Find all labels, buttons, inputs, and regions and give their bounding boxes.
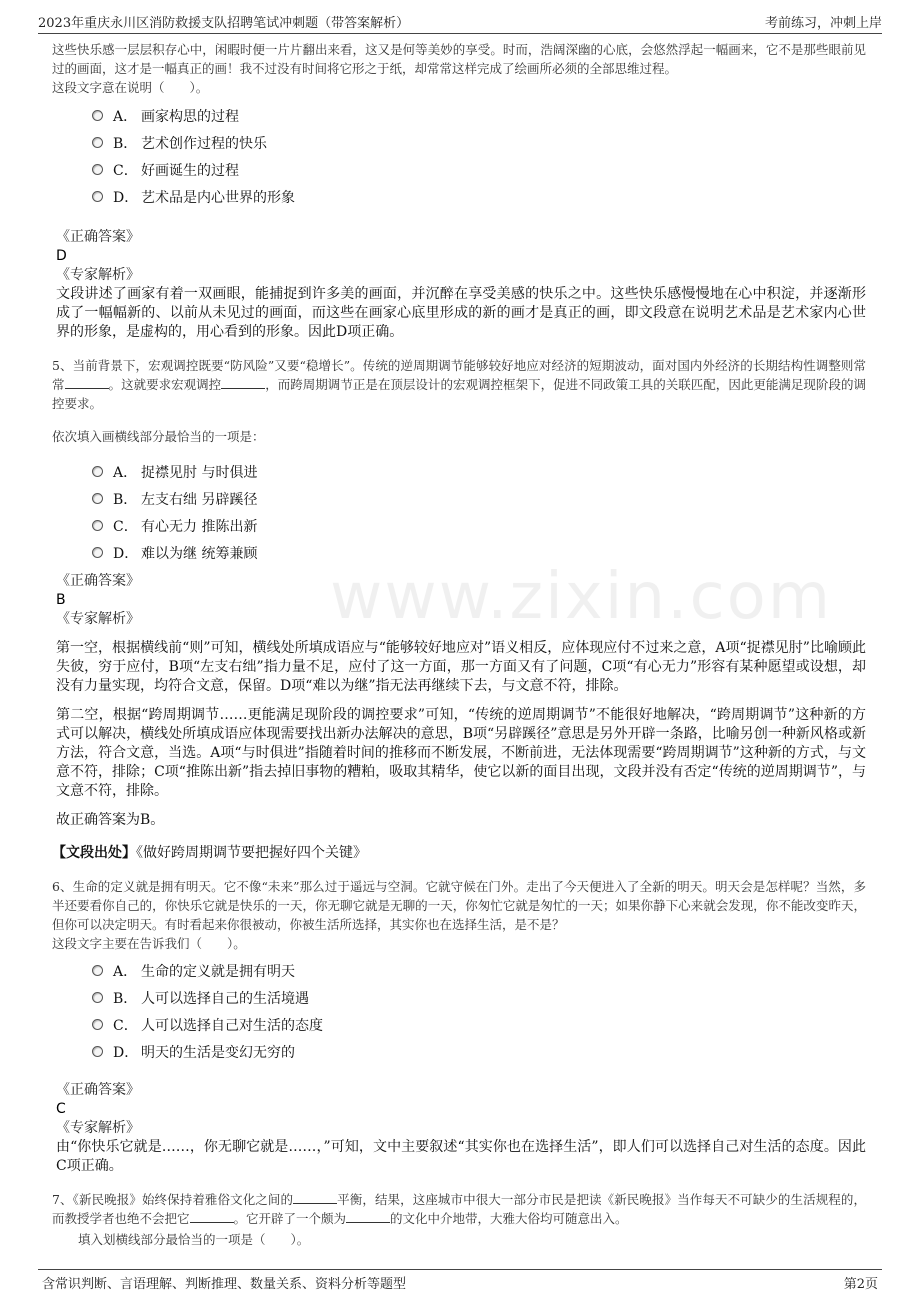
option-letter: B．	[113, 135, 138, 152]
source-title: 《做好跨周期调节要把握好四个关键》	[136, 845, 367, 861]
radio-icon[interactable]	[92, 547, 103, 558]
option-text: 艺术创作过程的快乐	[141, 135, 267, 152]
radio-icon[interactable]	[92, 520, 103, 531]
radio-icon[interactable]	[92, 164, 103, 175]
radio-icon[interactable]	[92, 1046, 103, 1057]
radio-icon[interactable]	[92, 965, 103, 976]
option-b[interactable]	[92, 984, 866, 1011]
fill-blank	[65, 376, 109, 389]
question-passage	[52, 1190, 866, 1228]
option-d[interactable]	[92, 183, 866, 210]
option-text: 明天的生活是变幻无穷的	[141, 1044, 295, 1061]
option-text: 画家构思的过程	[141, 108, 239, 125]
passage-part: 5、当前背景下，宏观调控既要“防风险”又要“稳增长”。传统的逆周期调节能够较好地应对经济的短期波动，面对国内外经济的长期结构性调整则常常	[52, 358, 866, 392]
passage-part: ，而跨周期调节正是在顶层设计的宏观调控框架下，促进不同政策工具的关联匹配，因此更能满足现阶段的调控要求。	[52, 377, 866, 411]
option-text: 人可以选择自己对生活的态度	[141, 1017, 323, 1034]
option-d[interactable]	[92, 539, 866, 566]
fill-blank	[221, 376, 265, 389]
options-list	[92, 102, 866, 210]
options-list	[92, 957, 866, 1065]
radio-icon[interactable]	[92, 1019, 103, 1030]
option-letter: C．	[113, 518, 138, 535]
page-number: 第2页	[843, 1277, 878, 1292]
option-a[interactable]	[92, 102, 866, 129]
document-title: 2023年重庆永川区消防救援支队招聘笔试冲刺题（带答案解析）	[38, 16, 410, 31]
analysis-label: 《专家解析》	[56, 1120, 140, 1136]
passage-part: 的文化中介地带，大雅大俗均可随意出入。	[390, 1211, 628, 1226]
option-letter: A．	[113, 108, 138, 125]
option-letter: C．	[113, 1017, 138, 1034]
option-text: 难以为继 统筹兼顾	[141, 545, 258, 562]
footer-subjects: 含常识判断、言语理解、判断推理、数量关系、资料分析等题型	[42, 1277, 407, 1292]
option-text: 艺术品是内心世界的形象	[141, 189, 295, 206]
option-text: 捉襟见肘 与时俱进	[141, 464, 258, 481]
question-passage: 这些快乐感一层层积存心中，闲暇时便一片片翻出来看，这又是何等美妙的享受。时而，浩阔深幽的心底，会悠然浮起一幅画来，它不是那些眼前见过的画面，这才是一幅真正的画！我不过没有时间将它形之于纸，却常常这样完成了绘画所必须的全部思维过程。	[52, 42, 866, 76]
analysis-text: 文段讲述了画家有着一双画眼，能捕捉到许多美的画面，并沉醉在享受美感的快乐之中。这些快乐感慢慢地在心中积淀，并逐渐形成了一幅幅新的、以前从未见过的画面，而这些在画家心底里形成的新的画才是真正的画，即文段意在说明艺术品是艺术家内心世界的形象，是虚构的，用心看到的形象。因此D项正确。	[56, 286, 866, 340]
passage-part: 。这就要求宏观调控	[108, 377, 222, 392]
question-7	[52, 1190, 866, 1249]
page-content	[52, 40, 866, 1249]
passage-part: 平衡，结果，这座城市中很大一部分市民是把读《新民晚报》当作每天不可缺少的生活规程的，而教授学者也绝不会把它	[52, 1192, 866, 1226]
question-passage	[52, 356, 866, 413]
passage-part: 7、《新民晚报》始终保持着雅俗文化之间的	[52, 1192, 294, 1207]
option-letter: C．	[113, 162, 138, 179]
answer-label: 《正确答案》	[56, 573, 140, 589]
options-list	[92, 458, 866, 566]
radio-icon[interactable]	[92, 493, 103, 504]
question-prompt: 依次填入画横线部分最恰当的一项是：	[52, 429, 265, 444]
radio-icon[interactable]	[92, 110, 103, 121]
question-prompt: 这段文字意在说明（ ）。	[52, 80, 209, 95]
answer-label: 《正确答案》	[56, 1082, 140, 1098]
option-a[interactable]	[92, 957, 866, 984]
analysis-conclusion: 故正确答案为B。	[56, 812, 165, 828]
radio-icon[interactable]	[92, 191, 103, 202]
question-prompt: 填入划横线部分最恰当的一项是（ ）。	[78, 1232, 310, 1247]
answer-value: C	[56, 1101, 66, 1117]
analysis-label: 《专家解析》	[56, 267, 140, 283]
analysis-paragraph-1: 第一空，根据横线前“则”可知，横线处所填成语应与“能够较好地应对”语义相反，应体现应付不过来之意，A项“捉襟见肘”比喻顾此失彼，穷于应付，B项“左支右绌”指力量不足，应付了这一方面，那一方面又有了问题，C项“有心无力”形容有某种愿望或设想，却没有力量实现，均符合文意，保留。D项“难以为继”指无法再继续下去，与文意不符，排除。	[56, 640, 866, 694]
option-a[interactable]	[92, 458, 866, 485]
option-text: 有心无力 推陈出新	[141, 518, 258, 535]
option-b[interactable]	[92, 129, 866, 156]
option-text: 生命的定义就是拥有明天	[141, 963, 295, 980]
analysis-paragraph-2: 第二空，根据“跨周期调节……更能满足现阶段的调控要求”可知，“传统的逆周期调节”不能很好地解决，“跨周期调节”这种新的方式可以解决，横线处所填成语应体现需要找出新办法解决的意思，B项“另辟蹊径”意思是另外开辟一条路，比喻另创一种新风格或新方法，符合文意，当选。A项“与时俱进”指随着时间的推移而不断发展，不断前进，无法体现需要“跨周期调节”这种新的方式，与文意不符，排除；C项“推陈出新”指去掉旧事物的糟粕，吸取其精华，使它以新的面目出现，文段并没有否定“传统的逆周期调节”，与文意不符，排除。	[56, 707, 866, 799]
option-c[interactable]	[92, 512, 866, 539]
header-rule	[38, 33, 882, 34]
radio-icon[interactable]	[92, 466, 103, 477]
page-header	[0, 0, 920, 34]
footer-rule	[38, 1269, 882, 1270]
option-letter: D．	[113, 189, 139, 206]
answer-label: 《正确答案》	[56, 229, 140, 245]
passage-part: 。它开辟了一个颇为	[233, 1211, 347, 1226]
radio-icon[interactable]	[92, 137, 103, 148]
question-6	[52, 877, 866, 1176]
question-prompt: 这段文字主要在告诉我们（ ）。	[52, 936, 246, 951]
option-letter: B．	[113, 990, 138, 1007]
page-footer	[0, 1262, 920, 1302]
option-d[interactable]	[92, 1038, 866, 1065]
analysis-label: 《专家解析》	[56, 611, 140, 627]
option-text: 左支右绌 另辟蹊径	[141, 491, 258, 508]
radio-icon[interactable]	[92, 992, 103, 1003]
fill-blank	[190, 1210, 234, 1223]
option-text: 人可以选择自己的生活境遇	[141, 990, 309, 1007]
option-text: 好画诞生的过程	[141, 162, 239, 179]
option-letter: D．	[113, 545, 139, 562]
question-passage: 6、生命的定义就是拥有明天。它不像“未来”那么过于遥远与空洞。它就守候在门外。走出了今天便进入了全新的明天。明天会是怎样呢？当然，多半还要看你自己的，你快乐它就是快乐的一天，你无聊它就是无聊的一天，你匆忙它就是匆忙的一天；如果你静下心来就会发现，你不能改变昨天，但你可以决定明天。有时看起来你很被动，你被生活所选择，其实你也在选择生活，是不是？	[52, 879, 866, 932]
fill-blank	[346, 1210, 390, 1223]
source-label: 【文段出处】	[52, 845, 136, 861]
analysis-text: 由“你快乐它就是……，你无聊它就是……，”可知，文中主要叙述“其实你也在选择生活”，即人们可以选择自己对生活的态度。因此C项正确。	[56, 1139, 866, 1174]
question-5	[52, 356, 866, 863]
answer-value: D	[56, 248, 67, 264]
watermark: www.zixin.com	[330, 560, 833, 634]
option-c[interactable]	[92, 1011, 866, 1038]
option-c[interactable]	[92, 156, 866, 183]
fill-blank	[293, 1191, 337, 1204]
option-b[interactable]	[92, 485, 866, 512]
header-slogan: 考前练习，冲刺上岸	[764, 16, 882, 31]
option-letter: D．	[113, 1044, 139, 1061]
option-letter: B．	[113, 491, 138, 508]
source-citation	[52, 844, 866, 863]
option-letter: A．	[113, 963, 138, 980]
option-letter: A．	[113, 464, 138, 481]
answer-value: B	[56, 592, 66, 608]
question-4	[52, 40, 866, 342]
